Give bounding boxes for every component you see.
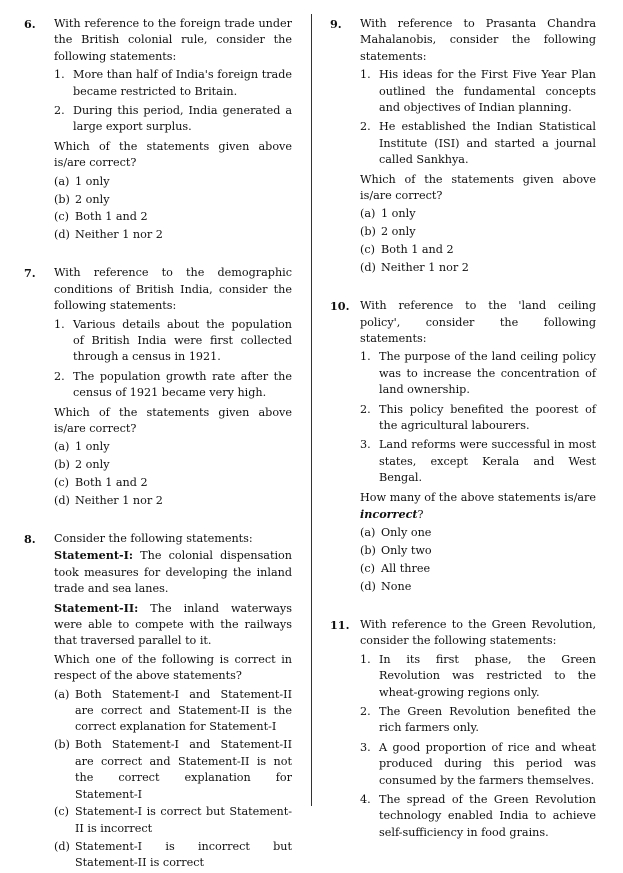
option-a[interactable]: (a) Both Statement-I and Statement-II are correct and Statement-II is the correct explanation for Statement-I (54, 687, 292, 734)
option-c[interactable]: (c) Both 1 and 2 (54, 210, 148, 224)
option-d[interactable]: (d) None (360, 580, 412, 594)
question-number: 7. (24, 266, 36, 281)
statement: 2. The Green Revolution benefited the rich farmers only. (360, 705, 596, 735)
question-ask: Which of the statements given above is/are correct? (54, 139, 292, 170)
question-11 (330, 617, 596, 844)
question-ask: Which of the statements given above is/are correct? (360, 172, 596, 203)
column-divider (311, 14, 312, 806)
question-number: 8. (24, 531, 36, 546)
option-a[interactable]: (a) Only one (360, 526, 432, 540)
statement: 4. The spread of the Green Revolution technology enabled India to achieve self-sufficiency in food grains. (360, 793, 596, 839)
statement: 1. More than half of India's foreign trade became restricted to Britain. (54, 68, 292, 98)
statement: 2. During this period, India generated a large export surplus. (54, 104, 292, 134)
option-a[interactable]: (a) 1 only (54, 174, 110, 188)
question-stem: With reference to the 'land ceiling policy', consider the following statements: (360, 299, 596, 345)
question-ask: Which one of the following is correct in respect of the above statements? (54, 652, 292, 683)
option-b[interactable]: (b) Both Statement-I and Statement-II are correct and Statement-II is not the correct explanation for Statement-I (54, 738, 292, 801)
question-stem: With reference to the Green Revolution, consider the following statements: (360, 618, 596, 648)
question-stem: With reference to Prasanta Chandra Mahalanobis, consider the following statements: (360, 17, 596, 63)
question-7 (24, 265, 292, 511)
left-column (24, 16, 292, 873)
statement: 2. This policy benefited the poorest of the agricultural labourers. (360, 402, 596, 432)
statement: 2. The population growth rate after the census of 1921 became very high. (54, 369, 292, 400)
option-c[interactable]: (c) Both 1 and 2 (360, 243, 454, 257)
question-8 (24, 531, 292, 873)
option-c[interactable]: (c) All three (360, 562, 431, 576)
question-9 (330, 16, 596, 278)
statement: 2. He established the Indian Statistical Institute (ISI) and started a journal called Sankhya. (360, 120, 596, 167)
option-b[interactable]: (b) 2 only (54, 458, 110, 472)
question-number: 11. (330, 618, 350, 632)
question-10 (330, 298, 596, 597)
option-d[interactable]: (d) Neither 1 nor 2 (360, 261, 469, 275)
statement-1-label: Statement-I: (54, 548, 134, 563)
option-b[interactable]: (b) Only two (360, 544, 432, 558)
statement: 1. The purpose of the land ceiling policy was to increase the concentration of land ownership. (360, 350, 596, 397)
option-c[interactable]: (c) Both 1 and 2 (54, 476, 148, 490)
question-ask: How many of the above statements is/are incorrect? (360, 490, 596, 521)
question-6 (24, 16, 292, 245)
statement-2-text: The inland waterways were able to compete with the railways that traversed parallel to it. (54, 601, 292, 648)
option-b[interactable]: (b) 2 only (54, 192, 110, 206)
option-a[interactable]: (a) 1 only (54, 440, 110, 454)
question-stem: Consider the following statements: (54, 531, 253, 545)
statement: 3. A good proportion of rice and wheat produced during this period was consumed by the farmers themselves. (360, 740, 596, 787)
question-ask: Which of the statements given above is/are correct? (54, 405, 292, 435)
option-b[interactable]: (b) 2 only (360, 225, 416, 239)
statement: 1. His ideas for the First Five Year Plan outlined the fundamental concepts and objectives of Indian planning. (360, 68, 596, 115)
option-c[interactable]: (c) Statement-I is correct but Statement-II is incorrect (54, 805, 292, 835)
question-stem: With reference to the demographic conditions of British India, consider the following statements: (54, 266, 292, 313)
question-number: 10. (330, 299, 350, 314)
option-d[interactable]: (d) Statement-I is incorrect but Statement-II is correct (54, 839, 292, 870)
statement-1-text: The colonial dispensation took measures for developing the inland trade and sea lanes. (54, 549, 292, 596)
question-number: 9. (330, 17, 342, 31)
question-number: 6. (24, 17, 36, 31)
option-d[interactable]: (d) Neither 1 nor 2 (54, 228, 163, 242)
question-stem: With reference to the foreign trade under the British colonial rule, consider the following statements: (54, 17, 292, 63)
option-d[interactable]: (d) Neither 1 nor 2 (54, 494, 163, 508)
right-column (330, 16, 596, 844)
emphasis-incorrect: incorrect (360, 506, 418, 521)
statement-2-label: Statement-II: (54, 600, 139, 615)
statement: 1. In its first phase, the Green Revolution was restricted to the wheat-growing regions only. (360, 652, 596, 699)
option-a[interactable]: (a) 1 only (360, 207, 416, 221)
statement-1 (54, 547, 292, 597)
statement-2 (54, 600, 292, 650)
statement: 1. Various details about the population of British India were first collected through a census in 1921. (54, 317, 292, 364)
statement: 3. Land reforms were successful in most states, except Kerala and West Bengal. (360, 438, 596, 485)
